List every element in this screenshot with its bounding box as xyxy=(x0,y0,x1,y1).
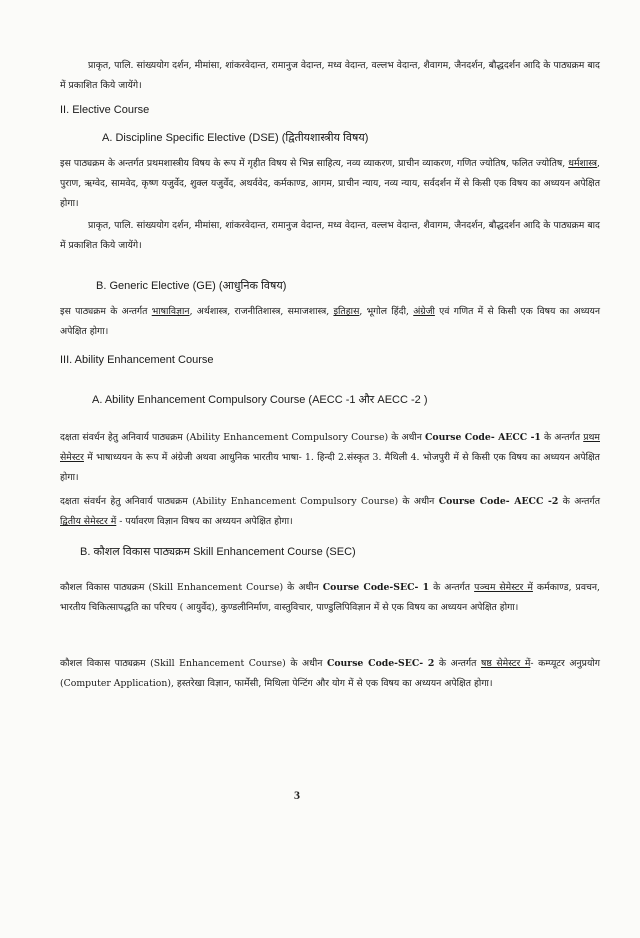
subheading-dse: A. Discipline Specific Elective (DSE) (द्वितीयशास्त्रीय विषय) xyxy=(102,132,369,144)
page-number: 3 xyxy=(294,788,300,802)
subheading-sec: B. कौशल विकास पाठ्यक्रम Skill Enhancement Course (SEC) xyxy=(80,546,356,558)
aecc-paragraph-2: दक्षता संवर्धन हेतु अनिवार्य पाठ्यक्रम (Ability Enhancement Compulsory Course) के अधीन Course Code- AECC -2 के अन्तर्गत द्वितीय सेमेस्टर में - पर्यावरण विज्ञान विषय का अध्ययन अपेक्षित होगा। xyxy=(60,496,600,527)
dse-underlined-term: धर्मशास्त्र xyxy=(568,158,598,169)
section-heading-ability: III. Ability Enhancement Course xyxy=(60,354,214,366)
section-heading-elective: II. Elective Course xyxy=(60,104,150,116)
subheading-aecc: A. Ability Enhancement Compulsory Course (AECC -1 और AECC -2 ) xyxy=(92,394,428,406)
intro-paragraph xyxy=(60,56,600,96)
subheading-ge: B. Generic Elective (GE) (आधुनिक विषय) xyxy=(96,280,287,292)
aecc-paragraph-1: दक्षता संवर्धन हेतु अनिवार्य पाठ्यक्रम (Ability Enhancement Compulsory Course) के अधीन Course Code- AECC -1 के अन्तर्गत प्रथम सेमेस्टर में भाषाध्ययन के रूप में अंग्रेजी अथवा आधुनिक भारतीय भाषा- 1. हिन्दी 2.संस्कृत 3. मैथिली 4. भोजपुरी में से किसी एक विषय का अध्ययन अपेक्षित होगा। xyxy=(60,432,600,483)
dse-paragraph-2: प्राकृत, पालि. सांख्ययोग दर्शन, मीमांसा, शांकरवेदान्त, रामानुज वेदान्त, मध्व वेदान्त, वल्लभ वेदान्त, शैवागम, जैनदर्शन, बौद्धदर्शन आदि के पाठ्यक्रम बाद में प्रकाशित किये जायेंगे। xyxy=(60,220,600,251)
ge-paragraph: इस पाठ्यक्रम के अन्तर्गत भाषाविज्ञान, अर्थशास्त्र, राजनीतिशास्त्र, समाजशास्त्र, इतिहास, भूगोल हिंदी, अंग्रेजी एवं गणित में से किसी एक विषय का अध्ययन अपेक्षित होगा। xyxy=(60,306,601,337)
dse-paragraph: इस पाठ्यक्रम के अन्तर्गत प्रथमशास्त्रीय विषय के रूप में गृहीत विषय से भिन्न साहित्य, नव्य व्याकरण, प्राचीन व्याकरण, गणित ज्योतिष, फलित ज्योतिष, धर्मशास्त्र, पुराण, ऋग्वेद, सामवेद, कृष्ण यजुर्वेद, शुक्ल यजुर्वेद, अथर्ववेद, कर्मकाण्ड, आगम, प्राचीन न्याय, नव्य न्याय, सर्वदर्शन में से किसी एक विषय का अध्ययन अपेक्षित होगा। xyxy=(60,158,600,209)
sec-paragraph-1: कौशल विकास पाठ्यक्रम (Skill Enhancement Course) के अधीन Course Code-SEC- 1 के अन्तर्गत पञ्चम सेमेस्टर में कर्मकाण्ड, प्रवचन, भारतीय चिकित्सापद्धति का परिचय ( आयुर्वेद), कुण्डलीनिर्माण, वास्तुविचार, पाण्डुलिपिविज्ञान में से एक विषय का अध्ययन अपेक्षित होगा। xyxy=(60,582,601,613)
intro-text: प्राकृत, पालि. सांख्ययोग दर्शन, मीमांसा, शांकरवेदान्त, रामानुज वेदान्त, मध्व वेदान्त, वल्लभ वेदान्त, शैवागम, जैनदर्शन, बौद्धदर्शन आदि के पाठ्यक्रम बाद में प्रकाशित किये जायेंगे। xyxy=(60,60,600,91)
sec-paragraph-2: कौशल विकास पाठ्यक्रम (Skill Enhancement Course) के अधीन Course Code-SEC- 2 के अन्तर्गत षष्ठ सेमेस्टर में- कम्प्यूटर अनुप्रयोग (Computer Application), हस्तरेखा विज्ञान, फार्मेसी, मिथिला पेन्टिंग और योग में से एक विषय का अध्ययन अपेक्षित होगा। xyxy=(60,658,600,689)
